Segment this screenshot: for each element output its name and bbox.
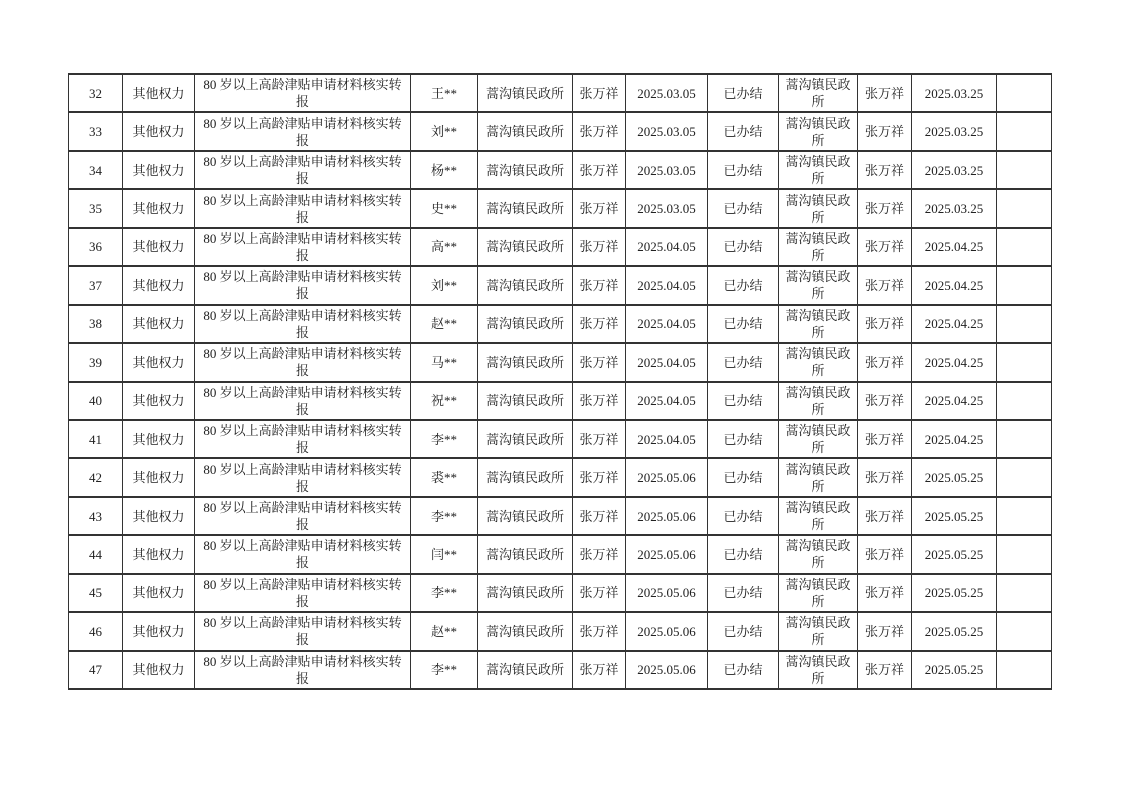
cell-matter-name: 80 岁以上高龄津贴申请材料核实转报 [195,343,411,381]
cell-remark [997,74,1052,112]
cell-accepting-org: 蒿沟镇民政所 [478,74,573,112]
table-row [69,612,1052,650]
cell-status: 已办结 [708,343,779,381]
cell-handling-person: 张万祥 [858,651,912,689]
cell-accept-date: 2025.04.05 [626,420,708,458]
table-row [69,228,1052,266]
cell-accept-date: 2025.04.05 [626,305,708,343]
cell-handling-person: 张万祥 [858,382,912,420]
cell-handling-org: 蒿沟镇民政所 [779,458,858,496]
cell-finish-date: 2025.05.25 [912,497,997,535]
cell-seq-number: 43 [69,497,123,535]
cell-handling-org: 蒿沟镇民政所 [779,189,858,227]
cell-matter-name: 80 岁以上高龄津贴申请材料核实转报 [195,266,411,304]
cell-status: 已办结 [708,305,779,343]
cell-matter-name: 80 岁以上高龄津贴申请材料核实转报 [195,497,411,535]
cell-accept-date: 2025.04.05 [626,228,708,266]
cell-remark [997,535,1052,573]
cell-accepting-person: 张万祥 [573,266,626,304]
cell-remark [997,266,1052,304]
table-row [69,382,1052,420]
cell-accepting-person: 张万祥 [573,74,626,112]
cell-seq-number: 37 [69,266,123,304]
cell-seq-number: 44 [69,535,123,573]
cell-matter-name: 80 岁以上高龄津贴申请材料核实转报 [195,151,411,189]
cell-accepting-org: 蒿沟镇民政所 [478,151,573,189]
cell-status: 已办结 [708,112,779,150]
cell-power-type: 其他权力 [123,535,195,573]
cell-finish-date: 2025.04.25 [912,305,997,343]
cell-matter-name: 80 岁以上高龄津贴申请材料核实转报 [195,458,411,496]
cell-accepting-person: 张万祥 [573,382,626,420]
cell-seq-number: 46 [69,612,123,650]
cell-handling-person: 张万祥 [858,420,912,458]
cell-accepting-org: 蒿沟镇民政所 [478,420,573,458]
cell-status: 已办结 [708,420,779,458]
cell-remark [997,497,1052,535]
cell-handling-org: 蒿沟镇民政所 [779,382,858,420]
cell-accepting-person: 张万祥 [573,458,626,496]
cell-seq-number: 39 [69,343,123,381]
cell-status: 已办结 [708,266,779,304]
cell-finish-date: 2025.04.25 [912,420,997,458]
cell-accept-date: 2025.05.06 [626,458,708,496]
cell-power-type: 其他权力 [123,189,195,227]
table-row [69,651,1052,689]
table-row [69,189,1052,227]
table-row [69,458,1052,496]
cell-accept-date: 2025.05.06 [626,574,708,612]
cell-power-type: 其他权力 [123,74,195,112]
cell-power-type: 其他权力 [123,151,195,189]
table-row [69,343,1052,381]
table-row [69,497,1052,535]
table-row [69,305,1052,343]
cell-power-type: 其他权力 [123,574,195,612]
cell-seq-number: 41 [69,420,123,458]
cell-applicant-name: 刘** [411,266,478,304]
cell-accepting-person: 张万祥 [573,535,626,573]
cell-power-type: 其他权力 [123,266,195,304]
cell-handling-person: 张万祥 [858,497,912,535]
cell-status: 已办结 [708,151,779,189]
cell-handling-org: 蒿沟镇民政所 [779,612,858,650]
cell-accepting-person: 张万祥 [573,228,626,266]
cell-power-type: 其他权力 [123,382,195,420]
cell-accepting-org: 蒿沟镇民政所 [478,112,573,150]
cell-handling-person: 张万祥 [858,612,912,650]
cell-handling-org: 蒿沟镇民政所 [779,497,858,535]
cell-power-type: 其他权力 [123,305,195,343]
cell-handling-person: 张万祥 [858,228,912,266]
cell-remark [997,228,1052,266]
cell-accepting-org: 蒿沟镇民政所 [478,651,573,689]
cell-applicant-name: 赵** [411,305,478,343]
cell-status: 已办结 [708,458,779,496]
cell-matter-name: 80 岁以上高龄津贴申请材料核实转报 [195,651,411,689]
cell-handling-person: 张万祥 [858,112,912,150]
cell-handling-person: 张万祥 [858,74,912,112]
cell-handling-person: 张万祥 [858,266,912,304]
cell-status: 已办结 [708,382,779,420]
cell-seq-number: 32 [69,74,123,112]
cell-power-type: 其他权力 [123,612,195,650]
cell-accept-date: 2025.04.05 [626,343,708,381]
cell-applicant-name: 祝** [411,382,478,420]
cell-finish-date: 2025.05.25 [912,535,997,573]
cell-seq-number: 45 [69,574,123,612]
cell-handling-org: 蒿沟镇民政所 [779,651,858,689]
cell-accept-date: 2025.05.06 [626,612,708,650]
cell-power-type: 其他权力 [123,343,195,381]
cell-accepting-org: 蒿沟镇民政所 [478,574,573,612]
cell-matter-name: 80 岁以上高龄津贴申请材料核实转报 [195,574,411,612]
cell-finish-date: 2025.04.25 [912,382,997,420]
cell-accepting-person: 张万祥 [573,151,626,189]
table-row [69,151,1052,189]
cell-status: 已办结 [708,574,779,612]
cell-remark [997,151,1052,189]
cell-matter-name: 80 岁以上高龄津贴申请材料核实转报 [195,612,411,650]
cell-handling-person: 张万祥 [858,343,912,381]
cell-matter-name: 80 岁以上高龄津贴申请材料核实转报 [195,305,411,343]
cell-matter-name: 80 岁以上高龄津贴申请材料核实转报 [195,420,411,458]
cell-applicant-name: 高** [411,228,478,266]
cell-accepting-person: 张万祥 [573,612,626,650]
cell-applicant-name: 李** [411,420,478,458]
cell-power-type: 其他权力 [123,112,195,150]
cell-applicant-name: 李** [411,574,478,612]
table-row [69,266,1052,304]
cell-handling-org: 蒿沟镇民政所 [779,112,858,150]
cell-remark [997,612,1052,650]
cell-seq-number: 34 [69,151,123,189]
cell-finish-date: 2025.03.25 [912,189,997,227]
table-row [69,574,1052,612]
cell-accepting-org: 蒿沟镇民政所 [478,228,573,266]
cell-finish-date: 2025.05.25 [912,612,997,650]
cell-accepting-person: 张万祥 [573,343,626,381]
cell-applicant-name: 赵** [411,612,478,650]
cell-power-type: 其他权力 [123,228,195,266]
cell-handling-org: 蒿沟镇民政所 [779,305,858,343]
cell-remark [997,574,1052,612]
cell-status: 已办结 [708,651,779,689]
cell-remark [997,189,1052,227]
cell-applicant-name: 闫** [411,535,478,573]
cell-finish-date: 2025.05.25 [912,651,997,689]
table-row [69,535,1052,573]
cell-seq-number: 36 [69,228,123,266]
cell-accepting-person: 张万祥 [573,112,626,150]
cell-seq-number: 40 [69,382,123,420]
cell-handling-org: 蒿沟镇民政所 [779,574,858,612]
cell-accept-date: 2025.04.05 [626,382,708,420]
cell-handling-org: 蒿沟镇民政所 [779,343,858,381]
cell-remark [997,420,1052,458]
cell-remark [997,458,1052,496]
table-body [69,74,1052,689]
cell-accepting-org: 蒿沟镇民政所 [478,189,573,227]
cell-accept-date: 2025.03.05 [626,74,708,112]
cell-accepting-person: 张万祥 [573,497,626,535]
cell-remark [997,382,1052,420]
table-row [69,420,1052,458]
cell-status: 已办结 [708,189,779,227]
cell-handling-org: 蒿沟镇民政所 [779,535,858,573]
cell-matter-name: 80 岁以上高龄津贴申请材料核实转报 [195,74,411,112]
table-row [69,112,1052,150]
cell-remark [997,651,1052,689]
cell-accept-date: 2025.03.05 [626,112,708,150]
cell-applicant-name: 杨** [411,151,478,189]
cell-finish-date: 2025.04.25 [912,266,997,304]
cell-finish-date: 2025.04.25 [912,343,997,381]
records-table [68,73,1052,690]
cell-applicant-name: 李** [411,497,478,535]
cell-matter-name: 80 岁以上高龄津贴申请材料核实转报 [195,189,411,227]
cell-applicant-name: 马** [411,343,478,381]
cell-handling-org: 蒿沟镇民政所 [779,420,858,458]
cell-power-type: 其他权力 [123,651,195,689]
cell-seq-number: 47 [69,651,123,689]
cell-accepting-org: 蒿沟镇民政所 [478,458,573,496]
cell-power-type: 其他权力 [123,458,195,496]
cell-matter-name: 80 岁以上高龄津贴申请材料核实转报 [195,112,411,150]
cell-applicant-name: 史** [411,189,478,227]
cell-accepting-person: 张万祥 [573,305,626,343]
cell-matter-name: 80 岁以上高龄津贴申请材料核实转报 [195,382,411,420]
cell-status: 已办结 [708,228,779,266]
cell-handling-org: 蒿沟镇民政所 [779,74,858,112]
cell-status: 已办结 [708,612,779,650]
cell-applicant-name: 李** [411,651,478,689]
cell-applicant-name: 裘** [411,458,478,496]
cell-accepting-person: 张万祥 [573,574,626,612]
cell-seq-number: 35 [69,189,123,227]
cell-status: 已办结 [708,74,779,112]
cell-applicant-name: 王** [411,74,478,112]
cell-accept-date: 2025.04.05 [626,266,708,304]
cell-remark [997,343,1052,381]
cell-handling-person: 张万祥 [858,458,912,496]
cell-finish-date: 2025.03.25 [912,74,997,112]
cell-accept-date: 2025.03.05 [626,151,708,189]
cell-matter-name: 80 岁以上高龄津贴申请材料核实转报 [195,535,411,573]
cell-accepting-person: 张万祥 [573,420,626,458]
cell-accepting-person: 张万祥 [573,651,626,689]
cell-accept-date: 2025.05.06 [626,497,708,535]
cell-accepting-org: 蒿沟镇民政所 [478,343,573,381]
cell-finish-date: 2025.03.25 [912,112,997,150]
cell-seq-number: 33 [69,112,123,150]
cell-finish-date: 2025.05.25 [912,458,997,496]
cell-accepting-org: 蒿沟镇民政所 [478,266,573,304]
cell-accepting-person: 张万祥 [573,189,626,227]
cell-handling-person: 张万祥 [858,535,912,573]
cell-remark [997,112,1052,150]
cell-power-type: 其他权力 [123,497,195,535]
cell-status: 已办结 [708,535,779,573]
cell-power-type: 其他权力 [123,420,195,458]
cell-handling-person: 张万祥 [858,574,912,612]
cell-handling-org: 蒿沟镇民政所 [779,151,858,189]
cell-status: 已办结 [708,497,779,535]
cell-applicant-name: 刘** [411,112,478,150]
cell-remark [997,305,1052,343]
cell-accepting-org: 蒿沟镇民政所 [478,305,573,343]
cell-handling-person: 张万祥 [858,305,912,343]
cell-accept-date: 2025.05.06 [626,651,708,689]
cell-finish-date: 2025.03.25 [912,151,997,189]
table-row [69,74,1052,112]
cell-handling-org: 蒿沟镇民政所 [779,266,858,304]
cell-accept-date: 2025.03.05 [626,189,708,227]
cell-handling-person: 张万祥 [858,151,912,189]
cell-finish-date: 2025.04.25 [912,228,997,266]
cell-accepting-org: 蒿沟镇民政所 [478,612,573,650]
cell-seq-number: 38 [69,305,123,343]
cell-finish-date: 2025.05.25 [912,574,997,612]
cell-seq-number: 42 [69,458,123,496]
cell-handling-org: 蒿沟镇民政所 [779,228,858,266]
cell-accepting-org: 蒿沟镇民政所 [478,497,573,535]
cell-handling-person: 张万祥 [858,189,912,227]
cell-accepting-org: 蒿沟镇民政所 [478,535,573,573]
cell-accepting-org: 蒿沟镇民政所 [478,382,573,420]
cell-matter-name: 80 岁以上高龄津贴申请材料核实转报 [195,228,411,266]
cell-accept-date: 2025.05.06 [626,535,708,573]
